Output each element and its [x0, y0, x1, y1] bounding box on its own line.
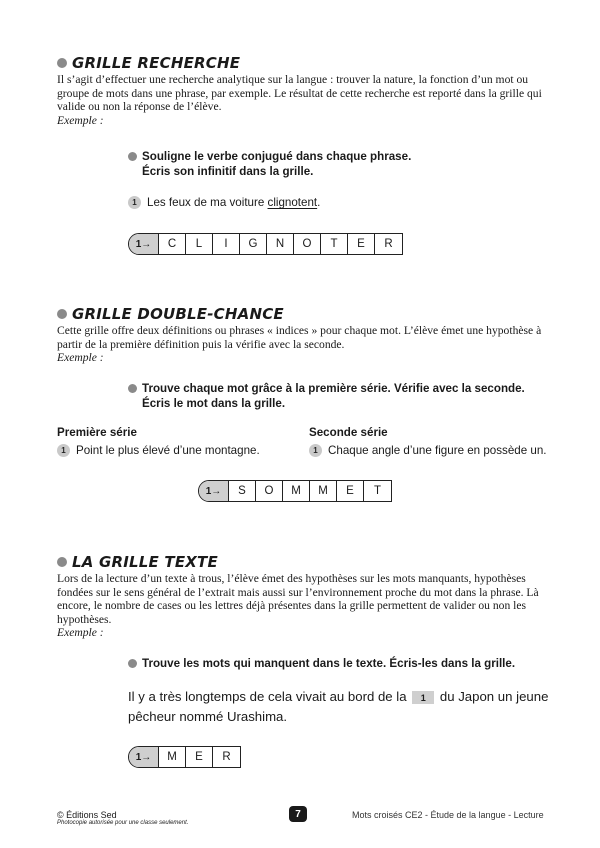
section-description: [57, 324, 547, 365]
section-title-grille-double-chance: [57, 305, 284, 323]
section-title-text: LA GRILLE TEXTE: [72, 553, 218, 571]
grid-cell[interactable]: E: [348, 234, 375, 254]
license-text: Photocopie autorisée pour une classe seulement.: [57, 820, 189, 826]
bullet-icon: [128, 659, 137, 668]
grid-cell[interactable]: R: [384, 238, 393, 250]
instruction-line-1: Souligne le verbe conjugué dans chaque phrase.: [142, 150, 412, 163]
clue-text: Point le plus élevé d’une montagne.: [76, 444, 260, 457]
crossword-grid-1: [128, 233, 403, 255]
bullet-icon: [57, 309, 67, 319]
section-title-la-grille-texte: [57, 553, 218, 571]
grid-cell[interactable]: E: [337, 481, 364, 501]
grid-cell[interactable]: O: [294, 234, 321, 254]
story-text-part: Il y a très longtemps de cela vivait au bord de la: [128, 689, 411, 704]
item-number-badge: 1: [128, 196, 141, 209]
story-text-part: du Japon un jeune pêcheur nommé Urashima.: [128, 689, 549, 724]
example-label: Exemple :: [57, 626, 104, 640]
instruction-line-1: Trouve chaque mot grâce à la première série. Vérifie avec la seconde.: [142, 382, 525, 395]
grid-cell[interactable]: M: [159, 747, 186, 767]
section-description: [57, 73, 547, 127]
story-text: [128, 687, 558, 727]
exercise-instruction: [128, 149, 411, 179]
section-title-text: GRILLE RECHERCHE: [72, 54, 241, 72]
grid-cell[interactable]: M: [283, 481, 310, 501]
instruction-line-2: Écris son infinitif dans la grille.: [142, 165, 314, 178]
footer-book-info: Mots croisés CE2 - Étude de la langue - Lecture: [352, 810, 544, 820]
exercise-instruction: [128, 381, 525, 411]
bullet-icon: [128, 384, 137, 393]
section-title-text: GRILLE DOUBLE-CHANCE: [72, 305, 284, 323]
grid-cell[interactable]: T: [321, 234, 348, 254]
grid-cell[interactable]: N: [267, 234, 294, 254]
instruction-line-2: Écris le mot dans la grille.: [142, 397, 286, 410]
clue-text: Chaque angle d’une figure en possède un.: [328, 444, 547, 457]
grid-start-cell: 1→: [129, 234, 159, 254]
grid-cell[interactable]: G: [240, 234, 267, 254]
description-text: Cette grille offre deux définitions ou phrases « indices » pour chaque mot. L’élève émet une hypothèse à partir de la première définition puis la vérifie avec la seconde.: [57, 324, 542, 351]
series-2-title: Seconde série: [309, 426, 388, 439]
grid-cell[interactable]: O: [256, 481, 283, 501]
bullet-icon: [57, 557, 67, 567]
grid-cell[interactable]: M: [310, 481, 337, 501]
series-1-title: Première série: [57, 426, 137, 439]
grid-cell[interactable]: C: [159, 234, 186, 254]
grid-start-cell: 1→: [199, 481, 229, 501]
crossword-grid-2: [198, 480, 392, 502]
grid-cell[interactable]: E: [186, 747, 213, 767]
description-text: Lors de la lecture d’un texte à trous, l’élève émet des hypothèses sur les mots manquants, hypothèses fondées sur le sens général de l’extrait mais aussi sur l’environnement proche du mot dans la phrase. Là encore, le nombre de cases ou les lettres déjà présentes dans la grille permettent de valider ou non les hypothèses.: [57, 572, 539, 626]
instruction-line-1: Trouve les mots qui manquent dans le texte. Écris-les dans la grille.: [142, 657, 516, 670]
page-number: 7: [289, 806, 307, 822]
grid-cell[interactable]: L: [186, 234, 213, 254]
underlined-verb: clignotent: [267, 196, 318, 209]
grid-cell[interactable]: R: [222, 751, 231, 763]
item-number-badge: 1: [309, 444, 322, 457]
example-label: Exemple :: [57, 113, 104, 127]
grid-start-cell: 1→: [129, 747, 159, 767]
footer-publisher: [57, 810, 188, 826]
exercise-instruction: [128, 656, 515, 671]
example-label: Exemple :: [57, 351, 104, 365]
item-number-badge: 1: [57, 444, 70, 457]
sentence-text: Les feux de ma voiture clignotent.: [147, 196, 321, 209]
series-1-clue: [57, 444, 260, 457]
section-description: [57, 572, 547, 640]
section-title-grille-recherche: [57, 54, 240, 72]
grid-cell[interactable]: I: [213, 234, 240, 254]
series-2-clue: [309, 444, 547, 457]
bullet-icon: [57, 58, 67, 68]
grid-cell[interactable]: T: [373, 485, 382, 497]
publisher-text: © Éditions Sed: [57, 810, 117, 820]
description-text: Il s’agit d’effectuer une recherche analytique sur la langue : trouver la nature, la fonction d’un mot ou groupe de mots dans une phrase, par exemple. Le résultat de cette recherche est reporté dans la grille qui valide ou non la réponse de l’élève.: [57, 73, 542, 114]
blank-number-box: 1: [412, 691, 434, 704]
bullet-icon: [128, 152, 137, 161]
exercise-sentence: [128, 196, 320, 209]
crossword-grid-3: [128, 746, 241, 768]
grid-cell[interactable]: S: [229, 481, 256, 501]
